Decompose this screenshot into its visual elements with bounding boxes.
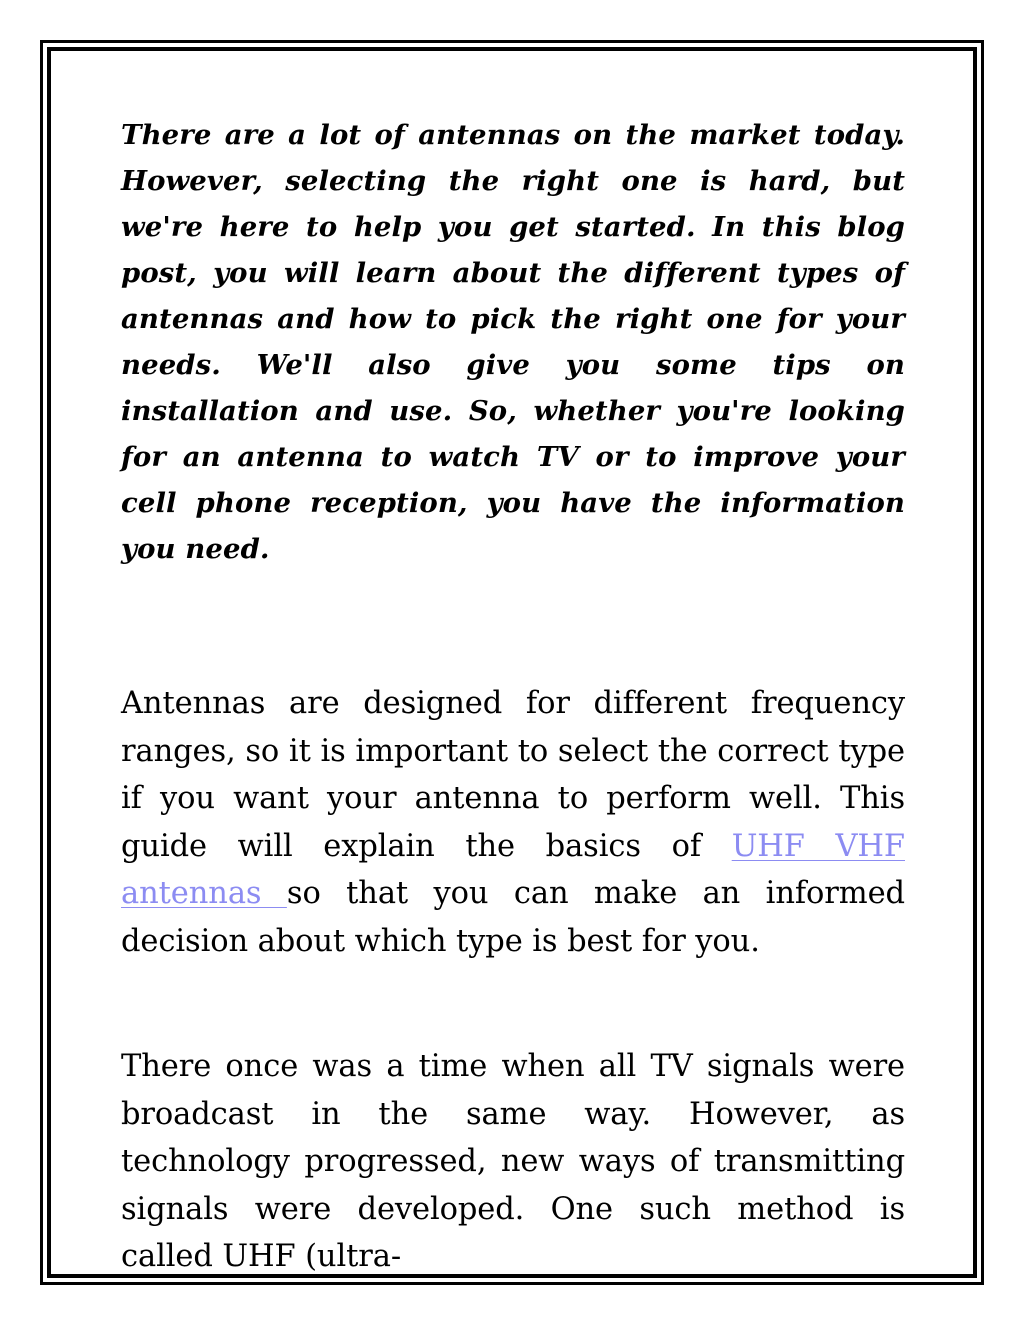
paragraph-text-before-link: Antennas are designed for different frequency ranges, so it is important to select the correct type if you want your antenna to perform well. This guide will explain the basics of xyxy=(121,686,905,864)
uhf-vhf-antennas-link[interactable]: UHF VHF antennas xyxy=(121,828,905,911)
body-paragraph-history: There once was a time when all TV signals were broadcast in the same way. However, as technology progressed, new ways of transmitting signals were developed. One such method is called UHF (ultra- xyxy=(121,1049,905,1274)
intro-paragraph: There are a lot of antennas on the market today. However, selecting the right one is hard, but we're here to help you get started. In this blog post, you will learn about the different types of antennas and how to pick the right one for your needs. We'll also give you some tips on installation and use. So, whether you're looking for an antenna to watch TV or to improve your cell phone reception, you have the information you need. xyxy=(121,119,905,565)
paragraph-text-after-link: so that you can make an informed decision about which type is best for you. xyxy=(121,876,905,959)
document-body xyxy=(121,112,905,1281)
body-paragraph-frequency xyxy=(121,680,905,965)
